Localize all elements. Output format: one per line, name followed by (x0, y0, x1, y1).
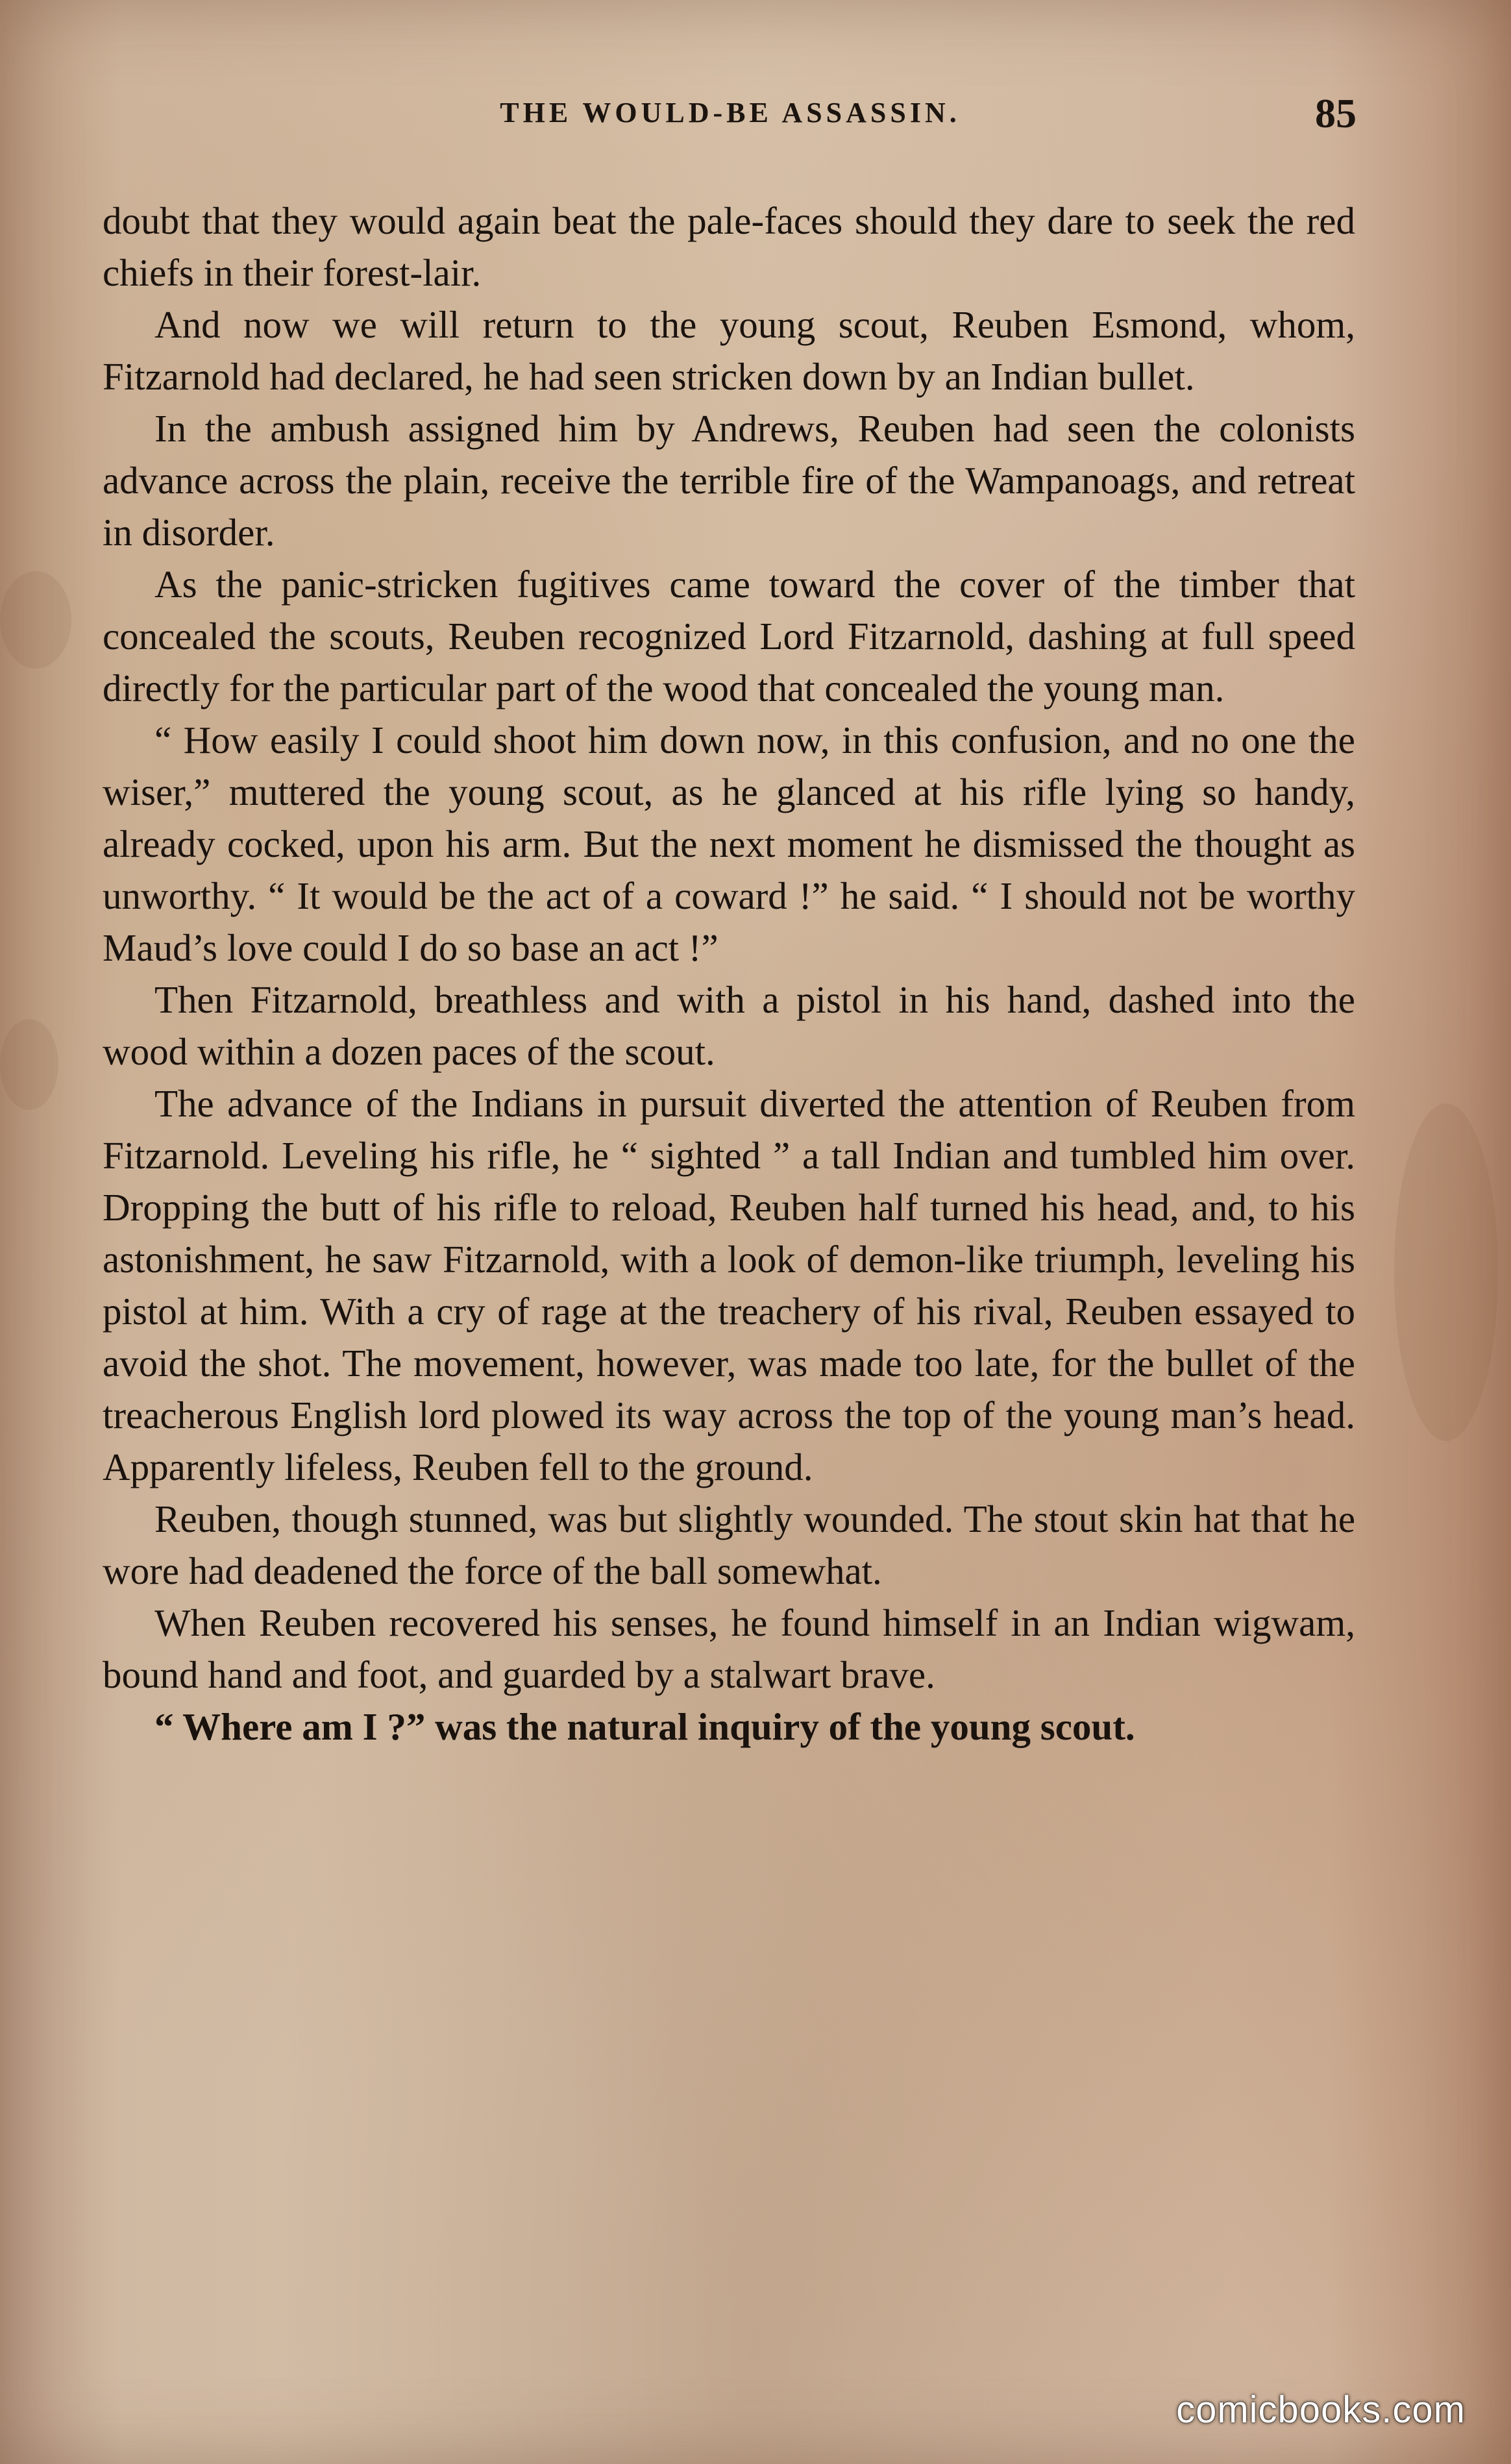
body-text (103, 195, 1355, 1753)
paper-stain (0, 571, 71, 669)
paragraph: The advance of the Indians in pursuit diverted the attention of Reuben from Fitzarnold. Leveling his rifle, he “ sighted ” a tall Indian and tumbled him over. Dropping the butt of his rifle to reload, Reuben half turned his head, and, to his astonishment, he saw Fitzarnold, with a look of demon-like triumph, leveling his pistol at him. With a cry of rage at the treachery of his rival, Reuben essayed to avoid the shot. The movement, however, was made too late, for the bullet of the treacherous English lord plowed its way across the top of the young man’s head. Apparently lifeless, Reuben fell to the ground. (103, 1082, 1355, 1488)
paper-stain (0, 1019, 58, 1110)
paper-stain (1394, 1103, 1498, 1441)
paragraph: Reuben, though stunned, was but slightly wounded. The stout skin hat that he wore had deadened the force of the ball somewhat. (103, 1497, 1355, 1592)
paragraph: Then Fitzarnold, breathless and with a pistol in his hand, dashed into the wood within a dozen paces of the scout. (103, 978, 1355, 1073)
running-head (104, 90, 1357, 148)
paragraph: And now we will return to the young scout, Reuben Esmond, whom, Fitzarnold had declared, he had seen stricken down by an Indian bullet. (103, 303, 1355, 398)
watermark-logo: comicbooks.com (1176, 2389, 1466, 2431)
page-number: 85 (1315, 90, 1357, 136)
paragraph: As the panic-stricken fugitives came toward the cover of the timber that concealed the scouts, Reuben recognized Lord Fitzarnold, dashing at full speed directly for the particular part of the wood that concealed the young man. (103, 563, 1355, 709)
paragraph: “ Where am I ?” was the natural inquiry of the young scout. (154, 1705, 1135, 1748)
paragraph: doubt that they would again beat the pale-faces should they dare to seek the red chiefs in their forest-lair. (103, 199, 1355, 294)
paragraph: “ How easily I could shoot him down now, in this confusion, and no one the wiser,” muttered the young scout, as he glanced at his rifle lying so handy, already cocked, upon his arm. But the next moment he dismissed the thought as unworthy. “ It would be the act of a coward !” he said. “ I should not be worthy Maud’s love could I do so base an act !” (103, 719, 1355, 969)
paragraph: When Reuben recovered his senses, he found himself in an Indian wigwam, bound hand and foot, and guarded by a stalwart brave. (103, 1601, 1355, 1696)
paragraph: In the ambush assigned him by Andrews, Reuben had seen the colonists advance across the plain, receive the terrible fire of the Wampanoags, and retreat in disorder. (103, 407, 1355, 554)
running-title: THE WOULD-BE ASSASSIN. (500, 97, 961, 129)
